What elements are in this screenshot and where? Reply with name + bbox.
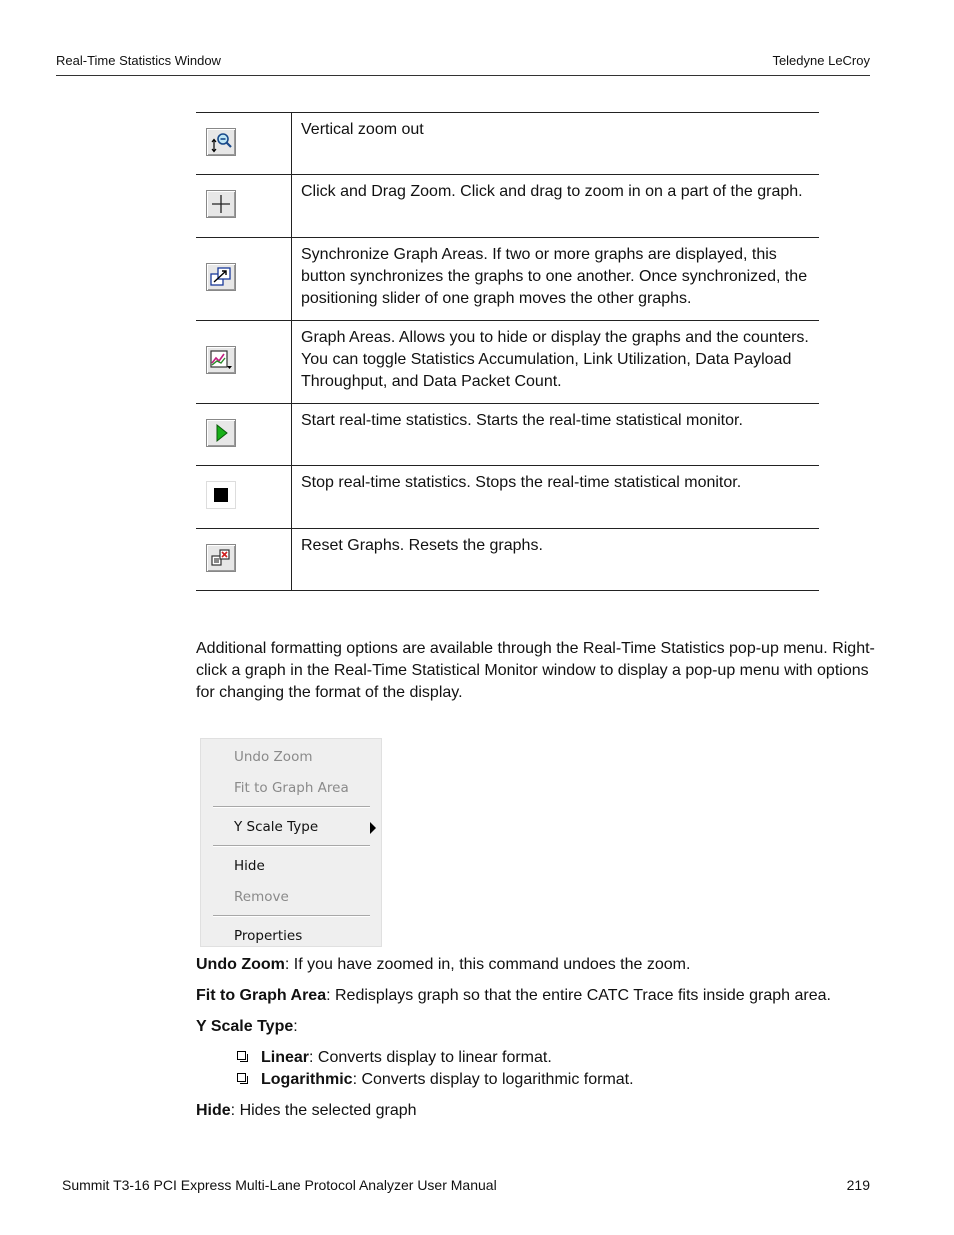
menu-item-undo-zoom[interactable]: Undo Zoom bbox=[234, 749, 313, 765]
synchronize-graphs-icon[interactable] bbox=[206, 263, 236, 291]
table-row bbox=[196, 466, 819, 529]
menu-separator bbox=[213, 915, 370, 917]
page-number: 219 bbox=[846, 1177, 870, 1193]
table-row bbox=[196, 113, 819, 175]
menu-separator bbox=[213, 806, 370, 808]
toolbar-icon-table bbox=[196, 112, 819, 591]
intro-paragraph: Additional formatting options are available through the Real-Time Statistics pop-up menu. Right-click a graph in the Real-Time Statistical Monitor window to display a pop-up menu with options for changing the format of the display. bbox=[196, 640, 875, 701]
table-row bbox=[196, 175, 819, 238]
start-play-icon[interactable] bbox=[206, 419, 236, 447]
table-row bbox=[196, 404, 819, 466]
submenu-arrow-icon bbox=[370, 822, 376, 834]
row-description: Start real-time statistics. Starts the real-time statistical monitor. bbox=[292, 404, 820, 466]
menu-separator bbox=[213, 845, 370, 847]
row-description: Graph Areas. Allows you to hide or display the graphs and the counters. You can toggle Statistics Accumulation, Link Utilization, Data Payload Throughput, and Data Packet Count. bbox=[292, 321, 820, 404]
table-row bbox=[196, 321, 819, 404]
row-description: Click and Drag Zoom. Click and drag to zoom in on a part of the graph. bbox=[292, 175, 820, 238]
reset-graphs-icon[interactable] bbox=[206, 544, 236, 572]
menu-item-fit-to-graph-area[interactable]: Fit to Graph Area bbox=[234, 780, 349, 796]
row-description: Stop real-time statistics. Stops the real-time statistical monitor. bbox=[292, 466, 820, 529]
menu-item-y-scale-type[interactable]: Y Scale Type bbox=[234, 819, 319, 835]
definition-y-scale-type: Y Scale Type: bbox=[196, 1018, 298, 1035]
menu-item-remove[interactable]: Remove bbox=[234, 889, 289, 905]
header-company: Teledyne LeCroy bbox=[772, 53, 870, 68]
definition-undo-zoom: Undo Zoom: If you have zoomed in, this command undoes the zoom. bbox=[196, 956, 691, 973]
header-section-title: Real-Time Statistics Window bbox=[56, 53, 221, 68]
row-description: Reset Graphs. Resets the graphs. bbox=[292, 529, 820, 591]
stop-icon[interactable] bbox=[206, 481, 236, 509]
footer-manual-title: Summit T3-16 PCI Express Multi-Lane Protocol Analyzer User Manual bbox=[62, 1177, 497, 1193]
page-header bbox=[56, 53, 870, 76]
row-description: Synchronize Graph Areas. If two or more graphs are displayed, this button synchronizes the graphs to one another. Once synchronized, the positioning slider of one graph moves the other graphs. bbox=[292, 238, 820, 321]
table-row bbox=[196, 529, 819, 591]
list-item-linear: Linear: Converts display to linear format. bbox=[237, 1047, 552, 1069]
vertical-zoom-out-icon[interactable] bbox=[206, 128, 236, 156]
checkbox-bullet-icon bbox=[237, 1051, 246, 1060]
list-item-logarithmic: Logarithmic: Converts display to logarithmic format. bbox=[237, 1069, 634, 1091]
popup-menu bbox=[200, 738, 382, 947]
table-row bbox=[196, 238, 819, 321]
definition-fit-to-graph-area: Fit to Graph Area: Redisplays graph so that the entire CATC Trace fits inside graph area. bbox=[196, 987, 831, 1004]
graph-areas-icon[interactable] bbox=[206, 346, 236, 374]
click-drag-zoom-icon[interactable] bbox=[206, 190, 236, 218]
checkbox-bullet-icon bbox=[237, 1073, 246, 1082]
menu-item-properties[interactable]: Properties bbox=[234, 928, 303, 944]
menu-item-hide[interactable]: Hide bbox=[234, 858, 265, 874]
row-description: Vertical zoom out bbox=[292, 113, 820, 175]
definition-hide: Hide: Hides the selected graph bbox=[196, 1102, 417, 1119]
